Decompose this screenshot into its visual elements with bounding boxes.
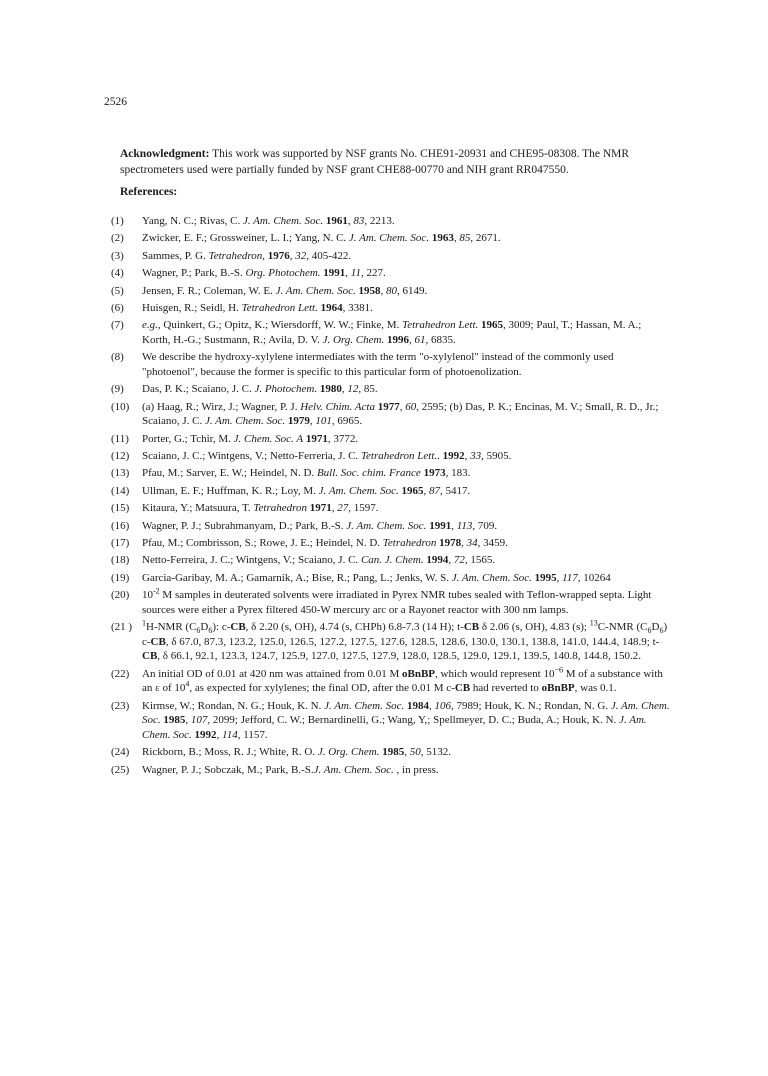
reference-text-run: 1964	[320, 301, 343, 314]
reference-text-run: 80	[385, 284, 397, 297]
reference-text-run: ,	[556, 571, 563, 584]
reference-text	[142, 284, 671, 299]
reference-text-run: 1971	[309, 502, 332, 515]
reference-text-run: 113	[456, 519, 473, 532]
reference-item	[111, 699, 671, 743]
reference-number: (2)	[111, 232, 124, 245]
reference-text-run: 1984	[407, 699, 430, 712]
reference-text-run: 87	[429, 484, 441, 497]
reference-text-run: , 3772.	[327, 432, 359, 445]
reference-item	[111, 484, 671, 499]
reference-number: (12)	[111, 450, 130, 463]
reference-number: (11)	[111, 432, 129, 445]
reference-text-run: 1973	[423, 467, 446, 480]
reference-text-run: 10	[142, 589, 153, 602]
reference-text-run: −6	[554, 665, 563, 675]
reference-text-run: oBnBP	[402, 667, 436, 680]
reference-item	[111, 667, 671, 696]
reference-text-run: 1965	[401, 484, 424, 497]
reference-text-run: 117	[562, 571, 578, 584]
reference-text-run: 114	[222, 728, 238, 741]
reference-text-run: , 5905.	[481, 450, 512, 463]
reference-number: (3)	[111, 249, 124, 262]
reference-text-run: J. Am. Chem. Soc.	[318, 484, 399, 497]
reference-text-run: 1985	[163, 714, 186, 727]
reference-text-run: 1992	[194, 728, 217, 741]
reference-text-run: , 3381.	[342, 301, 373, 314]
reference-text-run: 83	[353, 215, 365, 227]
reference-item	[111, 249, 671, 264]
reference-text	[142, 620, 671, 664]
reference-text	[142, 266, 671, 281]
reference-item	[111, 553, 671, 568]
reference-text-run: J. Chem. Soc. A	[233, 432, 304, 445]
reference-number: (7)	[111, 319, 124, 332]
reference-text-run: ,	[399, 400, 406, 413]
reference-text-run: 1971	[305, 432, 328, 445]
reference-item	[111, 214, 671, 229]
reference-text-run: 1980	[319, 383, 342, 396]
reference-text	[142, 519, 671, 534]
reference-text-run: 27	[337, 502, 349, 515]
reference-text-run: 60	[405, 400, 417, 413]
reference-text-run: , 85.	[358, 383, 378, 396]
reference-text-run: CB	[463, 621, 480, 634]
reference-text	[142, 466, 671, 481]
reference-text-run: Kirmse, W.; Rondan, N. G.; Houk, K. N.	[142, 699, 325, 712]
reference-number: (23)	[111, 699, 130, 712]
reference-text-run: ,	[451, 519, 457, 532]
reference-text-run: ,	[429, 699, 435, 712]
reference-text-run: Tetrahedron	[382, 537, 437, 550]
reference-item	[111, 466, 671, 481]
reference-text-run: , 3459.	[477, 537, 508, 550]
reference-text-run: C-NMR (C	[597, 621, 648, 634]
reference-text-run: , 5417.	[440, 484, 471, 497]
reference-text-run: , 2099; Jefford, C. W.; Bernardinelli, G.; Wang, Y,; Spellmeyer, D. C.; Buda, A.; Houk, K. N.	[207, 714, 620, 727]
reference-number: (8)	[111, 351, 124, 364]
reference-text	[142, 249, 671, 264]
reference-item	[111, 763, 671, 778]
reference-text-run: , Quinkert, G.; Opitz, K.; Wiersdorff, W. W.; Finke, M.	[157, 319, 403, 332]
reference-text-run: 12	[347, 383, 359, 396]
reference-text	[142, 536, 671, 551]
reference-text-run: Tetrahedron Lett.	[241, 301, 318, 314]
reference-number: (1)	[111, 215, 124, 227]
reference-text	[142, 432, 671, 447]
acknowledgment	[120, 147, 668, 178]
reference-text-run: J. Am. Chem. Soc.	[348, 232, 430, 245]
reference-text-run: 34	[466, 537, 478, 550]
reference-text-run: Helv. Chim. Acta	[300, 400, 375, 413]
reference-text-run: J. Am. Chem. Soc.	[324, 699, 405, 712]
reference-text-run: ,	[309, 415, 316, 428]
reference-text-run: CB	[454, 682, 471, 695]
reference-text-run: 61	[414, 333, 426, 346]
reference-number: (13)	[111, 467, 130, 480]
reference-number: (6)	[111, 301, 124, 314]
reference-text-run: Bull. Soc. chim. France	[316, 467, 421, 480]
reference-text	[142, 588, 671, 617]
reference-item	[111, 449, 671, 464]
reference-text-run: J. Am. Chem. Soc.	[346, 519, 427, 532]
reference-text-run: ,	[262, 249, 268, 262]
reference-text-run: 32	[295, 249, 307, 262]
reference-text-run: J. Am. Chem. Soc.	[142, 714, 647, 741]
reference-text-run: ): c-	[212, 621, 231, 634]
reference-text	[142, 318, 671, 347]
reference-item	[111, 400, 671, 429]
reference-text-run: ,	[464, 450, 471, 463]
reference-text-run: Pfau, M.; Combrisson, S.; Rowe, J. E.; Heindel, N. D.	[142, 537, 383, 550]
reference-text-run: ,	[461, 537, 467, 550]
reference-text-run: 1985	[382, 746, 405, 759]
reference-text-run: , δ 67.0, 87.3, 123.2, 125.0, 126.5, 127.2, 127.5, 127.6, 128.5, 128.6, 130.0, 130.1, 138.8, 141.0, 144.4, 148.9; t-	[165, 635, 660, 648]
reference-text-run: H-NMR (C	[146, 621, 197, 634]
reference-text	[142, 449, 671, 464]
reference-text-run: J. Am. Chem. Soc.	[142, 699, 670, 727]
reference-text-run: , 405-422.	[306, 249, 352, 262]
reference-text-run: , 183.	[445, 467, 471, 480]
reference-text	[142, 699, 671, 743]
reference-number: (24)	[111, 746, 130, 759]
reference-number: (4)	[111, 267, 124, 280]
reference-number: (21 )	[111, 621, 133, 634]
reference-text-run: ,	[216, 728, 223, 741]
reference-text-run: , 709.	[472, 519, 498, 532]
reference-text-run: J. Am. Chem. Soc.	[275, 284, 356, 297]
reference-text-run: We describe the hydroxy-xylylene intermediates with the term "o-xylylenol" instead of the commonly used "photoenol", because the former is specific to this particular form of photoenolization.	[142, 351, 614, 378]
reference-text-run: 106	[434, 699, 452, 712]
reference-text-run: J. Org. Chem.	[317, 746, 380, 759]
reference-item	[111, 536, 671, 551]
reference-text-run: , 5132.	[420, 746, 451, 759]
reference-item	[111, 266, 671, 281]
reference-text-run: D	[200, 621, 209, 634]
reference-text-run: 1991	[429, 519, 452, 532]
reference-text-run: 1977	[377, 400, 400, 413]
reference-text-run: , which would represent 10	[435, 667, 555, 680]
reference-text-run: 101	[315, 415, 332, 428]
reference-text-run: .	[437, 450, 443, 463]
reference-text-run: ,	[345, 267, 351, 280]
reference-text-run: Wagner, P. J.; Subrahmanyam, D.; Park, B.-S.	[142, 519, 347, 532]
reference-number: (15)	[111, 502, 130, 515]
reference-text-run: 4	[185, 679, 190, 689]
reference-item	[111, 382, 671, 397]
reference-text-run: 85	[459, 232, 471, 245]
reference-text-run: 6	[659, 626, 664, 636]
reference-item	[111, 501, 671, 516]
reference-text-run: Tetrahedron Lett.	[402, 319, 479, 332]
reference-text-run: e.g.	[142, 319, 158, 332]
reference-text-run: 1994	[426, 554, 449, 567]
reference-number: (20)	[111, 589, 130, 602]
reference-text-run: J. Am. Chem. Soc.	[242, 215, 324, 227]
reference-text-run: Pfau, M.; Sarver, E. W.; Heindel, N. D.	[142, 467, 317, 480]
reference-text-run: 1995	[534, 571, 557, 584]
reference-text-run: , 1157.	[237, 728, 268, 741]
reference-text-run: 1	[142, 618, 146, 628]
reference-text-run: D	[651, 621, 660, 634]
reference-number: (25)	[111, 763, 130, 776]
reference-text-run: 1958	[358, 284, 381, 297]
reference-number: (16)	[111, 519, 130, 532]
reference-text-run: ,	[347, 215, 354, 227]
reference-text-run: ,	[453, 232, 460, 245]
reference-text-run: , 1565.	[464, 554, 496, 567]
reference-text-run: ,	[404, 746, 410, 759]
reference-text-run: , as expected for xylylenes; the final OD, after the 0.01 M c-	[189, 682, 455, 695]
reference-number: (18)	[111, 554, 130, 567]
reference-text-run: 1976	[267, 249, 290, 262]
reference-number: (22)	[111, 667, 130, 680]
reference-text	[142, 745, 671, 760]
reference-text-run: CB	[142, 650, 158, 663]
reference-text	[142, 501, 671, 516]
references-heading: References:	[120, 186, 178, 198]
reference-text-run: , 6835.	[425, 333, 456, 346]
reference-item	[111, 519, 671, 534]
reference-text-run: Tetrahedron	[253, 502, 308, 515]
reference-text	[142, 571, 671, 586]
reference-text-run: 13	[589, 618, 598, 628]
reference-text-run: , in press.	[393, 763, 439, 776]
reference-text-run: , 10264	[577, 571, 611, 584]
reference-text-run: , 2595; (b) Das, P. K.; Encinas, M. V.; Small, R. D., Jr.; Scaiano, J. C.	[142, 400, 659, 428]
reference-item	[111, 231, 671, 246]
reference-text-run: , 6149.	[396, 284, 428, 297]
reference-text	[142, 553, 671, 568]
reference-text-run: Wagner, P. J.; Sobczak, M.; Park, B.-S.	[142, 763, 314, 776]
reference-text-run: M of a substance with an ε of 10	[142, 667, 663, 695]
reference-text-run: J. Am. Chem. Soc.	[313, 763, 394, 776]
reference-item	[111, 571, 671, 586]
reference-text-run: 50	[409, 746, 421, 759]
reference-text-run: 1978	[439, 537, 462, 550]
reference-text-run: ) c-	[142, 621, 668, 648]
reference-number: (5)	[111, 284, 124, 297]
reference-text-run: , 1597.	[348, 502, 379, 515]
reference-text-run: Jensen, F. R.; Coleman, W. E.	[142, 284, 276, 297]
references-list	[111, 214, 671, 780]
reference-text-run: oBnBP	[541, 682, 575, 695]
reference-item	[111, 620, 671, 664]
reference-text-run: 6	[196, 626, 201, 636]
reference-item	[111, 588, 671, 617]
reference-text-run: Scaiano, J. C.; Wintgens, V.; Netto-Ferreria, J. C.	[142, 450, 361, 463]
reference-text-run: Sammes, P. G.	[142, 249, 209, 262]
reference-text-run: , 2671.	[470, 232, 501, 245]
page-number: 2526	[104, 96, 127, 108]
reference-text-run: M samples in deuterated solvents were irradiated in Pyrex NMR tubes sealed with Teflon-wrapped septa. Light sources were either a Pyrex filtered 450-W mercury arc or a Rayonet reactor with 300 nm lamps.	[142, 589, 652, 616]
reference-item	[111, 432, 671, 447]
reference-text	[142, 667, 671, 696]
reference-text-run: , 6965.	[331, 415, 363, 428]
reference-text-run: 1961	[325, 215, 348, 227]
reference-text-run: J. Photochem.	[254, 383, 318, 396]
reference-text	[142, 214, 671, 229]
reference-text-run: ,	[448, 554, 454, 567]
reference-text-run: 33	[470, 450, 482, 463]
reference-text-run: 6	[208, 626, 213, 636]
reference-text	[142, 350, 671, 379]
reference-text-run: Tetrahedron Lett.	[360, 450, 438, 463]
reference-text-run: CB	[150, 635, 166, 648]
reference-text-run: CB	[230, 621, 246, 634]
acknowledgment-text: This work was supported by NSF grants No. CHE91-20931 and CHE95-08308. The NMR spectrometers used were partially funded by NSF grant CHE88-00770 and NIH grant RR047550.	[120, 148, 630, 176]
reference-text-run: 1992	[442, 450, 465, 463]
reference-text-run: Netto-Ferreira, J. C.; Wintgens, V.; Scaiano, J. C.	[142, 554, 361, 567]
reference-text-run: , δ 2.20 (s, OH), 4.74 (s, CHPh) 6.8-7.3 (14 H); t-	[245, 621, 464, 634]
reference-text-run: 1996	[386, 333, 409, 346]
reference-text-run: , 7989; Houk, K. N.; Rondan, N. G.	[451, 699, 611, 712]
reference-text-run: 11	[350, 267, 361, 280]
reference-text-run: , was 0.1.	[574, 682, 617, 695]
reference-text-run: -2	[153, 586, 160, 596]
reference-text-run: ,	[423, 484, 430, 497]
reference-text-run: Huisgen, R.; Seidl, H.	[142, 301, 242, 314]
reference-text-run: Kitaura, Y.; Matsuura, T.	[142, 502, 254, 515]
reference-text-run: δ 2.06 (s, OH), 4.83 (s);	[479, 621, 590, 634]
reference-number: (14)	[111, 484, 130, 497]
reference-text	[142, 231, 671, 246]
reference-text-run: Tetrahedron	[208, 249, 263, 262]
reference-text-run: 1979	[287, 415, 310, 428]
reference-text	[142, 382, 671, 397]
reference-text-run: Yang, N. C.; Rivas, C.	[142, 215, 243, 227]
reference-text	[142, 400, 671, 429]
reference-item	[111, 745, 671, 760]
reference-text-run: ,	[185, 714, 191, 727]
reference-text-run: Org. Photochem.	[245, 267, 321, 280]
reference-text	[142, 301, 671, 316]
reference-text-run: ,	[289, 249, 296, 262]
reference-text-run: Can. J. Chem.	[360, 554, 424, 567]
reference-number: (10)	[111, 400, 130, 413]
reference-text-run: had reverted to	[470, 682, 542, 695]
reference-text-run: ,	[341, 383, 348, 396]
reference-text-run: , 227.	[360, 267, 386, 280]
reference-text-run: Ullman, E. F.; Huffman, K. R.; Loy, M.	[142, 484, 319, 497]
reference-text-run: Rickborn, B.; Moss, R. J.; White, R. O.	[142, 746, 318, 759]
reference-text-run: J. Org. Chem.	[322, 333, 385, 346]
reference-text	[142, 763, 671, 778]
reference-number: (17)	[111, 537, 130, 550]
reference-text-run: Porter, G.; Tchir, M.	[142, 432, 234, 445]
reference-text-run: , 3009; Paul, T.; Hassan, M. A.; Korth, H.-G.; Sustmann, R.; Avila, D. V.	[142, 319, 642, 346]
reference-item	[111, 284, 671, 299]
reference-text-run: ,	[380, 284, 386, 297]
reference-text-run: 1965	[481, 319, 504, 332]
reference-text-run: J. Am. Chem. Soc.	[204, 415, 286, 428]
reference-text-run: Wagner, P.; Park, B.-S.	[142, 267, 246, 280]
reference-text-run: 107	[190, 714, 208, 727]
reference-text-run: Zwicker, E. F.; Grossweiner, L. I.; Yang, N. C.	[142, 232, 349, 245]
reference-text-run: 1963	[431, 232, 454, 245]
reference-text-run: Das, P. K.; Scaiano, J. C.	[142, 383, 255, 396]
reference-text	[142, 484, 671, 499]
reference-text-run: 72	[453, 554, 465, 567]
reference-text-run: Garcia-Garibay, M. A.; Gamarnik, A.; Bise, R.; Pang, L.; Jenks, W. S.	[142, 571, 452, 584]
reference-text-run: 6	[647, 626, 652, 636]
reference-text-run: (a) Haag, R.; Wirz, J.; Wagner, P. J.	[142, 400, 301, 413]
reference-number: (9)	[111, 383, 124, 396]
reference-text-run: , 2213.	[364, 215, 395, 227]
reference-text-run: ,	[408, 333, 415, 346]
reference-text-run: ,	[331, 502, 338, 515]
acknowledgment-label: Acknowledgment:	[120, 148, 210, 160]
reference-text-run: , δ 66.1, 92.1, 123.3, 124.7, 125.9, 127.0, 127.5, 127.9, 128.0, 128.5, 129.0, 129.1, 139.5, 140.8, 144.8, 150.2.	[157, 650, 641, 663]
reference-text-run: An initial OD of 0.01 at 420 nm was attained from 0.01 M	[142, 667, 402, 680]
reference-text-run: J. Am. Chem. Soc.	[451, 571, 532, 584]
reference-number: (19)	[111, 571, 130, 584]
reference-item	[111, 350, 671, 379]
reference-text-run: 1991	[323, 267, 346, 280]
reference-item	[111, 301, 671, 316]
reference-item	[111, 318, 671, 347]
